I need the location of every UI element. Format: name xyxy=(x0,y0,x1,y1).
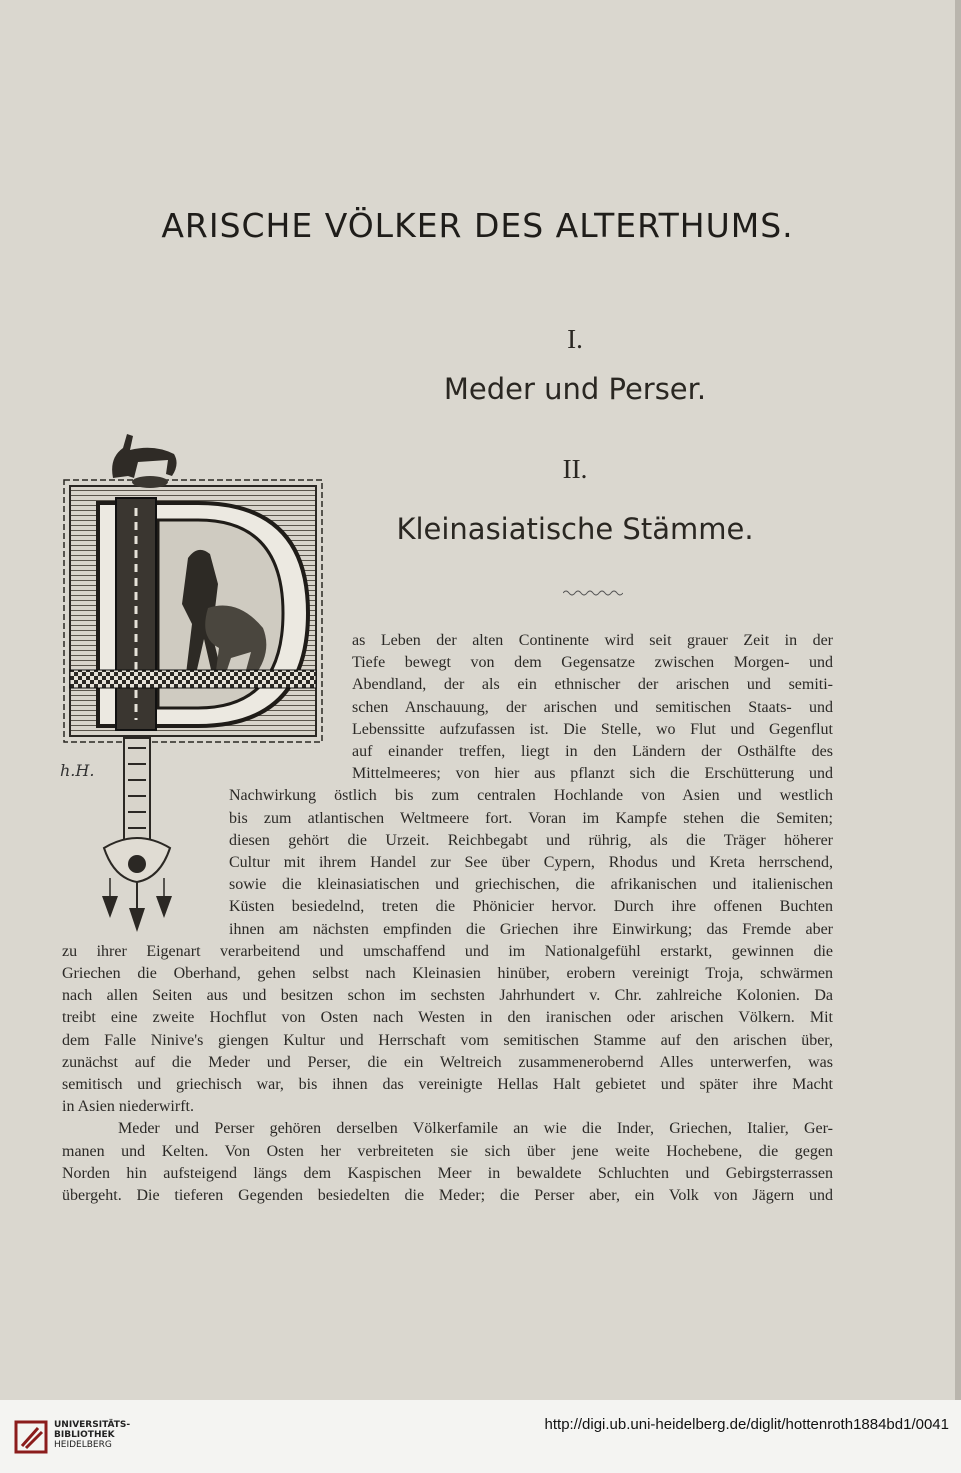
library-line-1: UNIVERSITÄTS- xyxy=(54,1420,131,1430)
text-line: Mittelmeeres; von hier aus pflanzt sich die Erschütterung und xyxy=(352,765,833,783)
section-numeral-2: II. xyxy=(562,454,588,484)
text-line: schen Anschauung, der arischen und semitischen Staats- und xyxy=(352,698,833,716)
text-line: Tiefe bewegt von dem Gegensatze zwischen Morgen- und xyxy=(352,654,833,672)
text-line: ihnen am nächsten empfinden die Griechen ihre Einwirkung; das Fremde aber xyxy=(229,920,833,938)
section-heading-2: Kleinasiatische Stämme. xyxy=(396,512,754,546)
text-line: Küsten besiedelnd, treten die Phönicier hervor. Durch ihre offenen Buchten xyxy=(229,898,833,916)
library-name xyxy=(54,1420,130,1450)
text-line: Griechen die Oberhand, gehen selbst nach Kleinasien hinüber, erobern vereinigt Troja, schwärmen xyxy=(62,965,833,982)
text-line: Norden hin aufsteigend längs dem Kaspischen Meer in bewaldete Schluchten und Gebirgsterrassen xyxy=(62,1164,833,1182)
library-line-3: HEIDELBERG xyxy=(54,1440,112,1450)
library-line-2: BIBLIOTHEK xyxy=(54,1430,115,1440)
text-line: Meder und Perser gehören derselben Völkerfamile an wie die Inder, Griechen, Italier, Ger- xyxy=(118,1120,833,1138)
source-url-link[interactable]: http://digi.ub.uni-heidelberg.de/diglit/hottenroth1884bd1/0041 xyxy=(544,1416,949,1433)
text-line: as Leben der alten Continente wird seit grauer Zeit in der xyxy=(352,632,833,649)
text-line: sowie die kleinasiatischen und griechischen, die afrikanischen und italienischen xyxy=(229,876,833,894)
text-line: zu ihrer Eigenart verarbeitend und umschaffend und im Nationalgefühl erstarkt, gewinnen die xyxy=(62,942,833,960)
page-edge xyxy=(955,0,961,1400)
ornamental-divider xyxy=(563,589,623,597)
text-line: manen und Kelten. Von Osten her verbreiteten sie sich über jene weite Hochebene, die gegen xyxy=(62,1142,833,1160)
text-line: in Asien niederwirft. xyxy=(62,1098,194,1116)
text-line: übergeht. Die tieferen Gegenden besiedelten die Meder; die Perser aber, ein Volk von Jägern und xyxy=(62,1187,833,1204)
text-line: auf einander treffen, liegt in den Ländern der Osthälfte des xyxy=(352,743,833,760)
text-line: diesen gehört die Urzeit. Reichbegabt und rührig, als die Träger höherer xyxy=(229,831,833,849)
text-line: dem Falle Ninive's giengen Kultur und Herrschaft vom semitischen Stamme auf den arischen über, xyxy=(62,1031,833,1049)
chapter-title: ARISCHE VÖLKER DES ALTERTHUMS. xyxy=(161,206,794,245)
section-heading-1: Meder und Perser. xyxy=(443,372,707,406)
text-line: zunächst auf die Meder und Perser, die ein Weltreich zusammenerobernd Alles unterwerfen, was xyxy=(62,1053,833,1071)
text-line: Lebenssitte aufzufassen ist. Die Stelle, wo Flut und Gegenflut xyxy=(352,720,833,738)
artist-signature: h.H. xyxy=(60,761,95,780)
text-line: Cultur mit ihrem Handel zur See über Cypern, Rhodus und Kreta herrschend, xyxy=(229,854,833,871)
text-line: semitisch und griechisch war, bis ihnen das vereinigte Hellas Halt gebietet und später ihre Macht xyxy=(62,1076,833,1093)
text-line: nach allen Seiten aus und besitzen schon im sechsten Jahrhundert v. Chr. zahlreiche Kolonien. Da xyxy=(62,987,833,1005)
footer-bar xyxy=(0,1400,961,1473)
text-line: bis zum atlantischen Weltmeere fort. Voran im Kampfe stehen die Semiten; xyxy=(229,809,833,827)
section-numeral-1: I. xyxy=(567,324,583,354)
library-logo-icon xyxy=(14,1418,50,1456)
text-line: treibt eine zweite Hochflut von Osten nach Westen in den iranischen oder arischen Völkern. Mit xyxy=(62,1009,833,1027)
text-line: Nachwirkung östlich bis zum centralen Hochlande von Asien und westlich xyxy=(229,787,833,805)
text-line: Abendland, der als ein ethnischer der arischen und semiti- xyxy=(352,676,833,694)
